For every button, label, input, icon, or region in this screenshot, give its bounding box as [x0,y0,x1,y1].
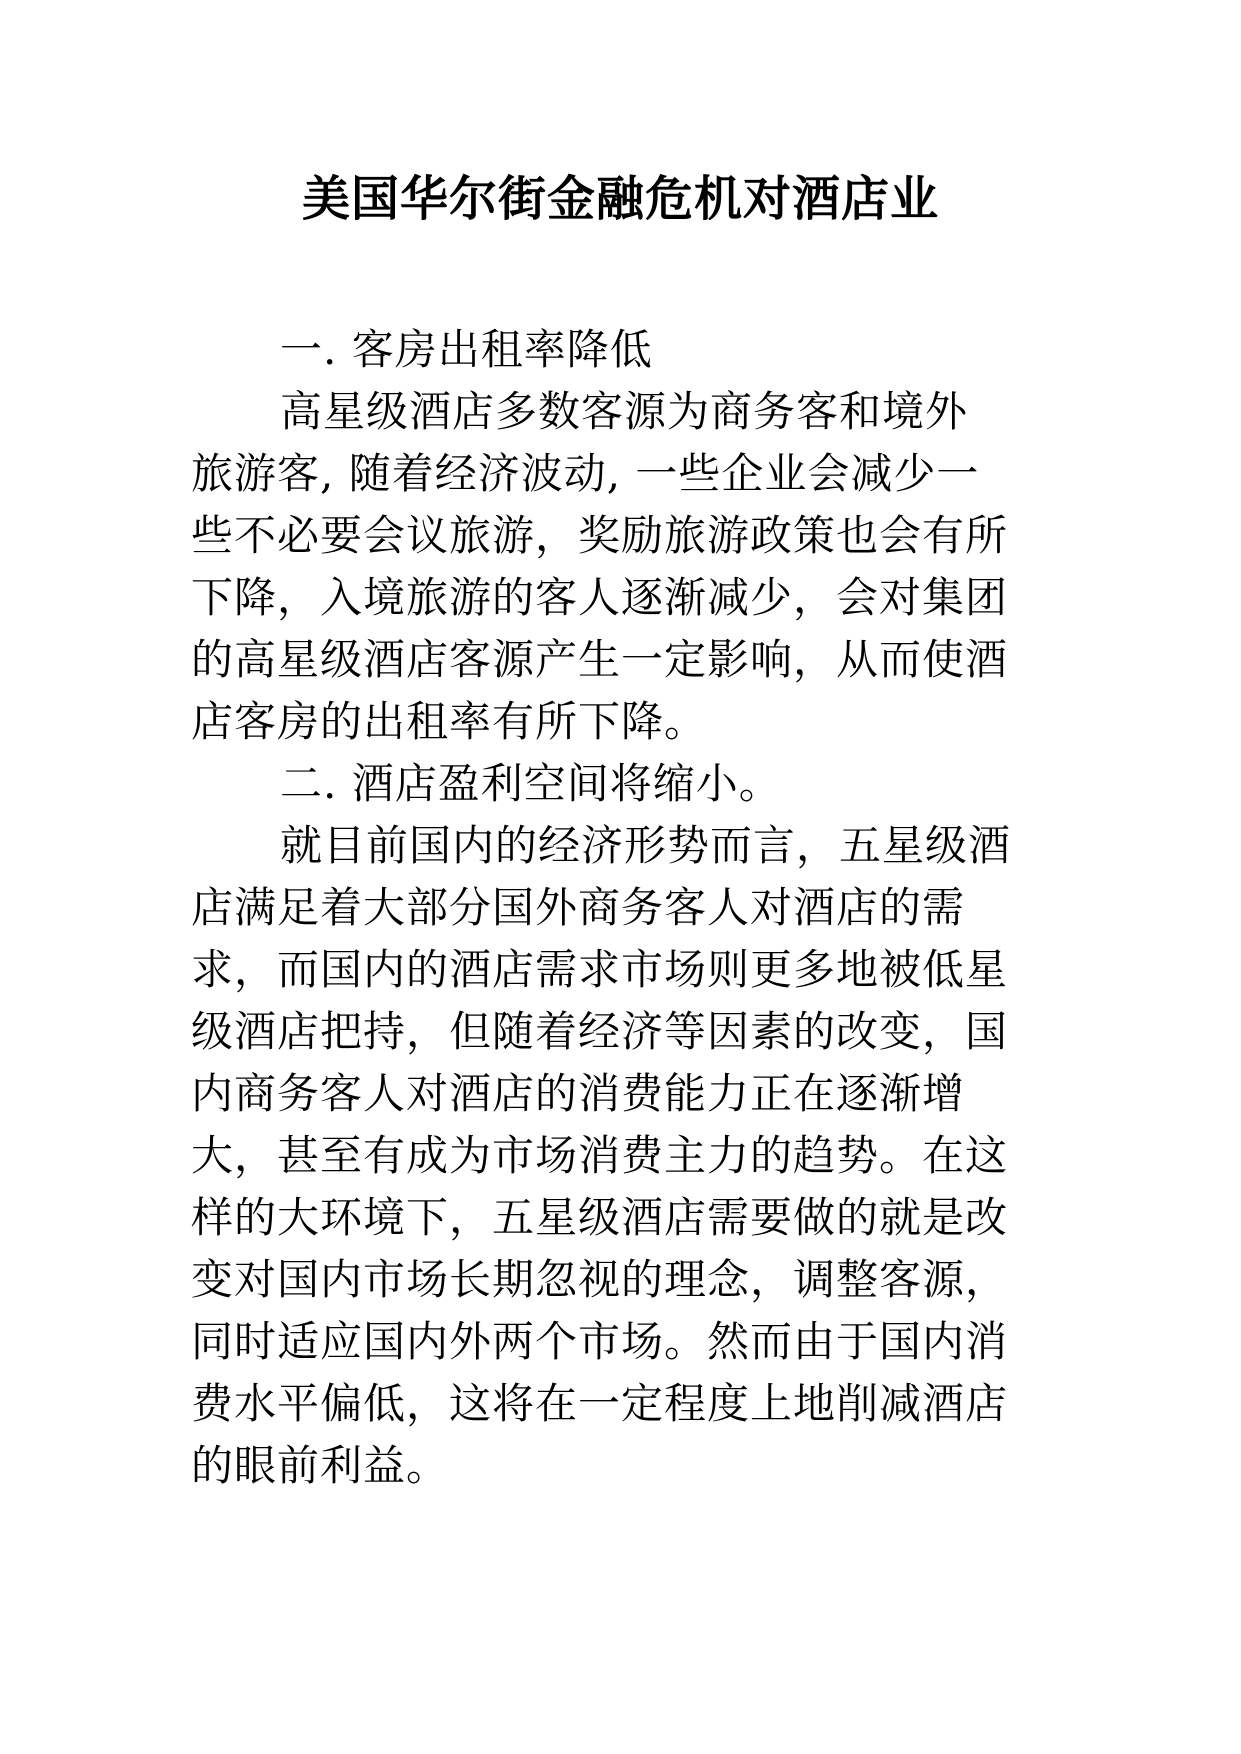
text-line: 旅游客, 随着经济波动, 一些企业会减少一 [191,449,980,498]
text-line: 费水平偏低，这将在一定程度上地削减酒店 [191,1379,1009,1428]
text-line: 样的大环境下，五星级酒店需要做的就是改 [191,1193,1009,1242]
text-line: 同时适应国内外两个市场。然而由于国内消 [191,1317,1009,1366]
text-line: 一. 客房出租率降低 [280,325,653,374]
text-line: 下降，入境旅游的客人逐渐减少，会对集团 [191,573,1009,622]
text-line: 的眼前利益。 [191,1441,450,1490]
text-line: 店客房的出租率有所下降。 [191,697,708,746]
text-line: 级酒店把持，但随着经济等因素的改变，国 [191,1007,1009,1056]
document-body [191,319,1071,1497]
text-line: 就目前国内的经济形势而言，五星级酒 [280,821,1012,870]
text-line: 店满足着大部分国外商务客人对酒店的需 [191,883,966,932]
text-line: 高星级酒店多数客源为商务客和境外 [280,387,969,436]
text-line: 变对国内市场长期忽视的理念，调整客源， [191,1255,1009,1304]
text-line: 二. 酒店盈利空间将缩小。 [280,759,782,808]
text-line: 些不必要会议旅游，奖励旅游政策也会有所 [191,511,1009,560]
text-line: 内商务客人对酒店的消费能力正在逐渐增 [191,1069,966,1118]
text-line: 大，甚至有成为市场消费主力的趋势。在这 [191,1131,1009,1180]
text-line: 的高星级酒店客源产生一定影响，从而使酒 [191,635,1009,684]
document-title: 美国华尔街金融危机对酒店业 [301,171,939,227]
text-line: 求，而国内的酒店需求市场则更多地被低星 [191,945,1009,994]
